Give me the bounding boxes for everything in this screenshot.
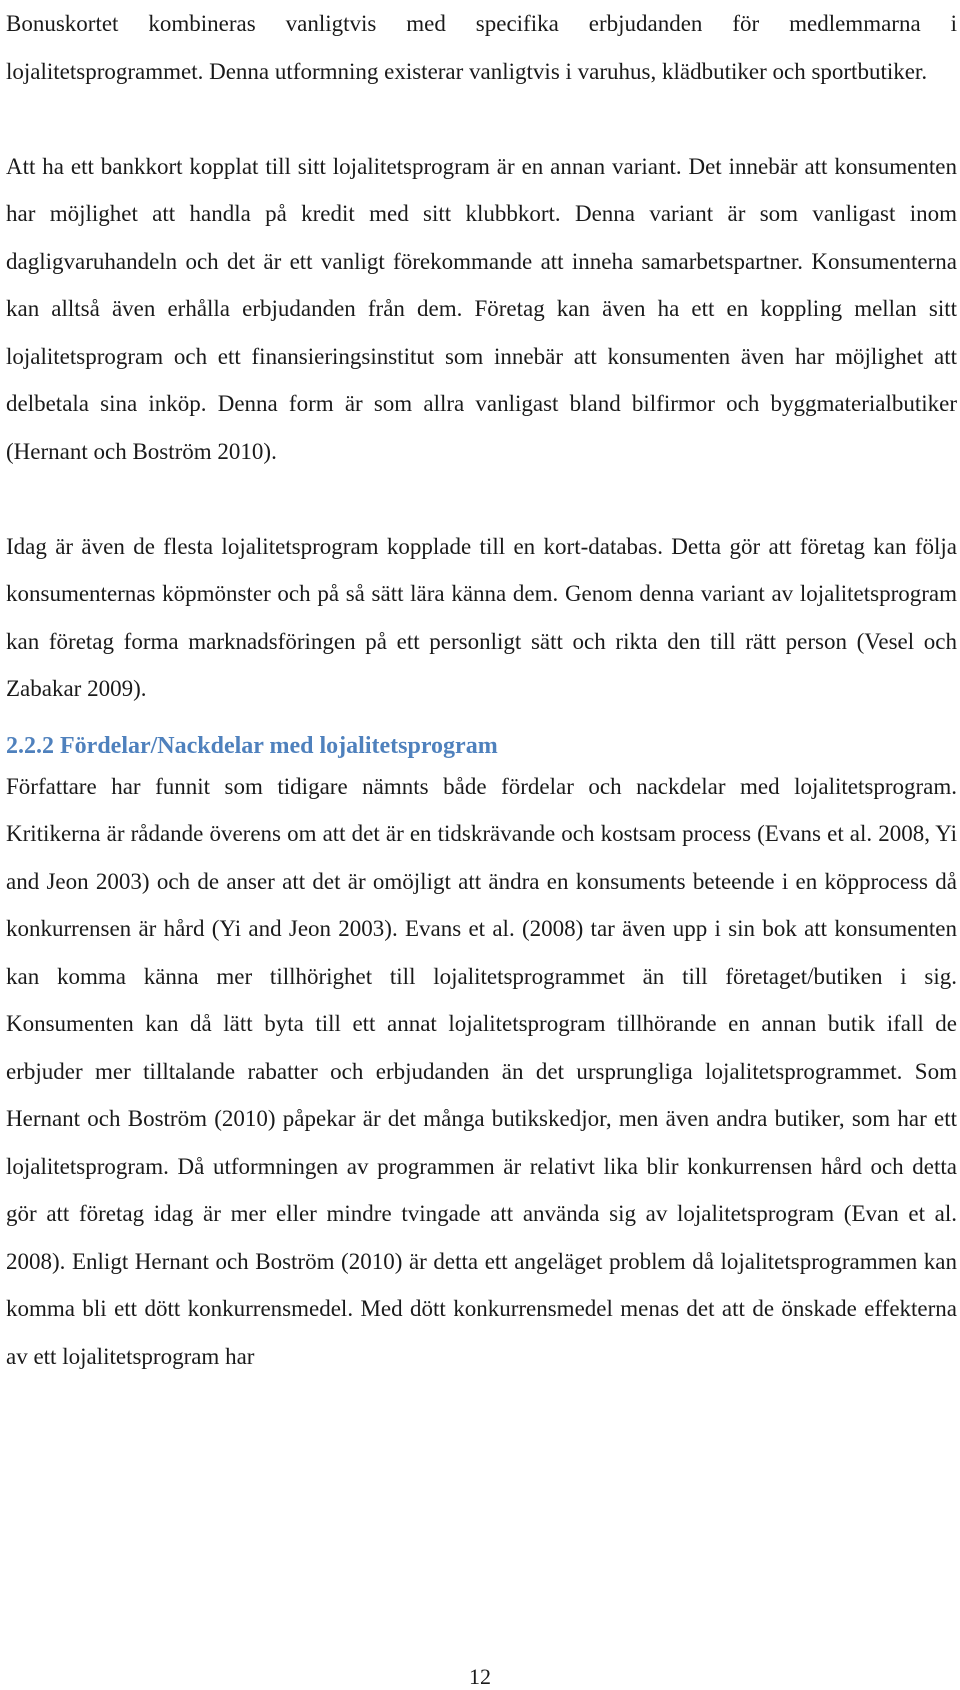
paragraph-bonus-card: Bonuskortet kombineras vanligtvis med specifika erbjudanden för medlemmarna i lojalitetsprogrammet. Denna utformning existerar vanligtvis i varuhus, klädbutiker och sportbutiker. bbox=[6, 11, 957, 84]
document-page bbox=[6, 0, 957, 1380]
paragraph-card-database: Idag är även de flesta lojalitetsprogram kopplade till en kort-databas. Detta gör att företag kan följa konsumenternas köpmönster och på så sätt lära känna dem. Genom denna variant av lojalitetsprogram kan företag forma marknadsföringen på ett personligt sätt och rikta den till rätt person (Vesel och Zabakar 2009). bbox=[6, 533, 957, 701]
paragraph-bank-card: Att ha ett bankkort kopplat till sitt lojalitetsprogram är en annan variant. Det innebär att konsumenten har möjlighet att handla på kredit med sitt klubbkort. Denna variant är som vanligast inom dagligvaruhandeln och det är ett vanligt förekommande att inneha samarbetspartner. Konsumenterna kan alltså även erhålla erbjudanden från dem. Företag kan även ha ett en koppling mellan sitt lojalitetsprogram och ett finansieringsinstitut som innebär att konsumenten även har möjlighet att delbetala sina inköp. Denna form är som allra vanligast bland bilfirmor och byggmaterialbutiker (Hernant och Boström 2010). bbox=[6, 153, 957, 464]
paragraph-pros-cons: Författare har funnit som tidigare nämnts både fördelar och nackdelar med lojalitetsprogram. Kritikerna är rådande överens om att det är en tidskrävande och kostsam process (Evans et al. 2008, Yi and Jeon 2003) och de anser att det är omöjligt att ändra en konsuments beteende i en köpprocess då konkurrensen är hård (Yi and Jeon 2003). Evans et al. (2008) tar även upp i sin bok att konsumenten kan komma känna mer tillhörighet till lojalitetsprogrammet än till företaget/butiken i sig. Konsumenten kan då lätt byta till ett annat lojalitetsprogram tillhörande en annan butik ifall de erbjuder mer tilltalande rabatter och erbjudanden än det ursprungliga lojalitetsprogrammet. Som Hernant och Boström (2010) påpekar är det många butikskedjor, men även andra butiker, som har ett lojalitetsprogram. Då utformningen av programmen är relativt lika blir konkurrensen hård och detta gör att företag idag är mer eller mindre tvingade att använda sig av lojalitetsprogram (Evan et al. 2008). Enligt Hernant och Boström (2010) är detta ett angeläget problem då lojalitetsprogrammen kan komma bli ett dött konkurrensmedel. Med dött konkurrensmedel menas det att de önskade effekterna av ett lojalitetsprogram har bbox=[6, 773, 957, 1369]
page-number: 12 bbox=[469, 1664, 491, 1689]
paragraph-spacer bbox=[6, 713, 957, 729]
section-heading: 2.2.2 Fördelar/Nackdelar med lojalitetsprogram bbox=[6, 732, 498, 759]
paragraph-spacer bbox=[6, 475, 957, 523]
paragraph-spacer bbox=[6, 95, 957, 143]
